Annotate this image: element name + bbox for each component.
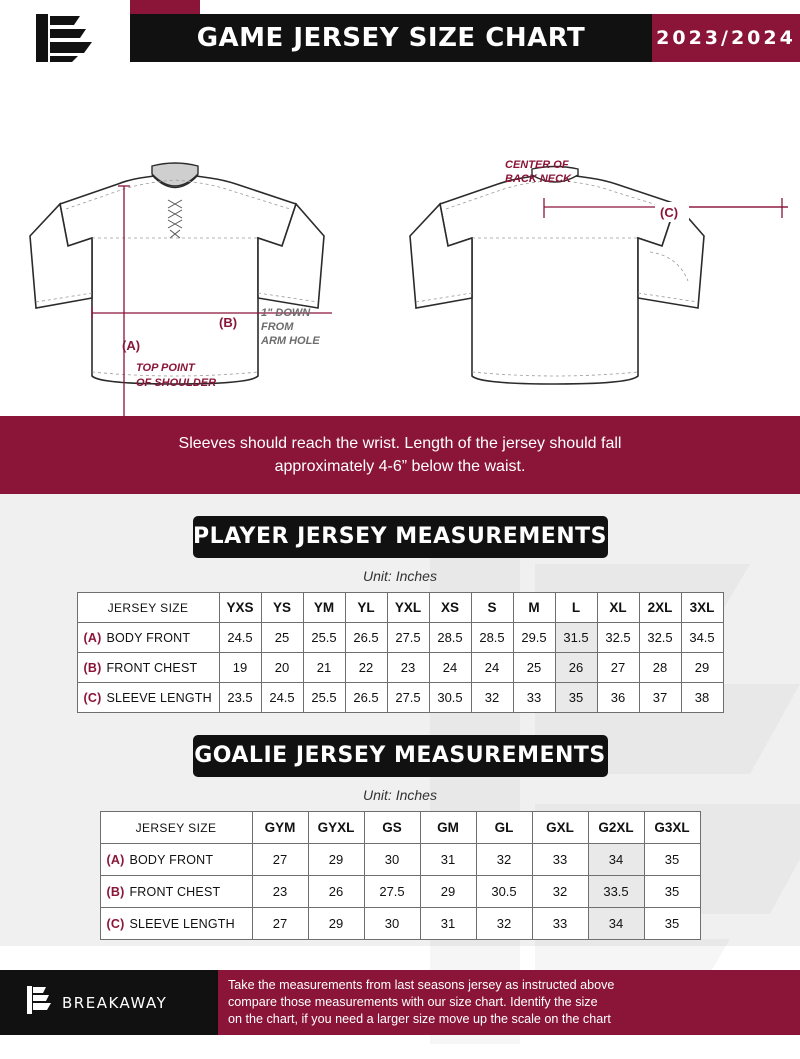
goalie-col-3: GM <box>420 812 476 844</box>
player-r1-c9: 27 <box>597 653 639 683</box>
goalie-r2-c1: 29 <box>308 908 364 940</box>
table-row <box>100 844 700 876</box>
footer-text-line-2: compare those measurements with our size chart. Identify the size <box>228 995 598 1009</box>
player-r2-c11: 38 <box>681 683 723 713</box>
goalie-r1-c6: 33.5 <box>588 876 644 908</box>
goalie-col-0: GYM <box>252 812 308 844</box>
label-b-note-2: FROM <box>261 321 294 333</box>
player-r0-c3: 26.5 <box>345 623 387 653</box>
goalie-r0-c2: 30 <box>364 844 420 876</box>
player-unit-label: Unit: Inches <box>363 568 437 585</box>
label-c-back: (C) <box>660 205 679 220</box>
goalie-row-2-name: SLEEVE LENGTH <box>129 916 235 931</box>
player-r2-c1: 24.5 <box>261 683 303 713</box>
goalie-r2-c7: 35 <box>644 908 700 940</box>
player-r1-c7: 25 <box>513 653 555 683</box>
footer-brand-block <box>0 970 218 1035</box>
goalie-r2-c4: 32 <box>476 908 532 940</box>
footer-text-line-3: on the chart, if you need a larger size move up the scale on the chart <box>228 1012 611 1026</box>
player-col-5: XS <box>429 593 471 623</box>
goalie-r1-c5: 32 <box>532 876 588 908</box>
player-r0-c6: 28.5 <box>471 623 513 653</box>
table-header-row <box>100 812 700 844</box>
goalie-r1-c1: 26 <box>308 876 364 908</box>
page-header <box>0 0 800 76</box>
player-col-1: YS <box>261 593 303 623</box>
player-row-1-name: FRONT CHEST <box>106 660 198 675</box>
player-r2-c3: 26.5 <box>345 683 387 713</box>
player-r0-c0: 24.5 <box>219 623 261 653</box>
goalie-row-2-tag: (C) <box>106 916 125 931</box>
label-c-note-1: CENTER OF <box>505 159 569 171</box>
player-r2-c9: 36 <box>597 683 639 713</box>
goalie-r0-c4: 32 <box>476 844 532 876</box>
player-row-2-label <box>77 683 219 713</box>
label-a-front: (A) <box>122 338 141 353</box>
goalie-r0-c5: 33 <box>532 844 588 876</box>
player-r0-c10: 32.5 <box>639 623 681 653</box>
player-section-heading: PLAYER JERSEY MEASUREMENTS <box>193 516 608 558</box>
label-b-front: (B) <box>219 315 238 330</box>
fit-note-line-2: approximately 4-6” below the waist. <box>274 458 526 476</box>
player-r1-c3: 22 <box>345 653 387 683</box>
footer-instructions <box>218 970 800 1035</box>
fit-note-band <box>0 416 800 494</box>
table-row <box>100 876 700 908</box>
player-r0-c5: 28.5 <box>429 623 471 653</box>
player-row-0-tag: (A) <box>83 630 102 645</box>
goalie-r2-c0: 27 <box>252 908 308 940</box>
player-col-0: YXS <box>219 593 261 623</box>
player-col-3: YL <box>345 593 387 623</box>
goalie-corner-label: JERSEY SIZE <box>100 812 252 844</box>
title-bar <box>130 14 800 62</box>
goalie-row-2-label <box>100 908 252 940</box>
player-col-11: 3XL <box>681 593 723 623</box>
player-col-8: L <box>555 593 597 623</box>
player-r2-c2: 25.5 <box>303 683 345 713</box>
table-row <box>77 683 723 713</box>
player-col-6: S <box>471 593 513 623</box>
goalie-col-1: GYXL <box>308 812 364 844</box>
player-r1-c4: 23 <box>387 653 429 683</box>
goalie-row-0-label <box>100 844 252 876</box>
page-footer <box>0 970 800 1035</box>
player-r2-c6: 32 <box>471 683 513 713</box>
player-r0-c9: 32.5 <box>597 623 639 653</box>
breakaway-b-logo-icon <box>26 985 52 1020</box>
jersey-illustration <box>0 76 800 416</box>
fit-note-line-1: Sleeves should reach the wrist. Length of the jersey should fall <box>178 435 622 452</box>
measurements-section <box>0 494 800 946</box>
label-a-note-1: TOP POINT <box>136 362 195 374</box>
player-r1-c2: 21 <box>303 653 345 683</box>
player-r1-c8: 26 <box>555 653 597 683</box>
season-badge: 2023/2024 <box>652 14 800 62</box>
goalie-r0-c7: 35 <box>644 844 700 876</box>
table-row <box>100 908 700 940</box>
goalie-r1-c7: 35 <box>644 876 700 908</box>
brand-logo <box>0 0 130 76</box>
goalie-row-1-label <box>100 876 252 908</box>
back-jersey-drawing <box>410 167 704 385</box>
label-c-note-2: BACK NECK <box>505 173 571 185</box>
player-r1-c11: 29 <box>681 653 723 683</box>
player-r2-c8: 35 <box>555 683 597 713</box>
player-r0-c4: 27.5 <box>387 623 429 653</box>
goalie-r2-c2: 30 <box>364 908 420 940</box>
goalie-r0-c3: 31 <box>420 844 476 876</box>
goalie-col-6: G2XL <box>588 812 644 844</box>
goalie-row-0-tag: (A) <box>106 852 125 867</box>
player-r1-c0: 19 <box>219 653 261 683</box>
player-r0-c2: 25.5 <box>303 623 345 653</box>
breakaway-b-logo-icon <box>34 12 96 64</box>
goalie-r1-c0: 23 <box>252 876 308 908</box>
player-col-2: YM <box>303 593 345 623</box>
table-row <box>77 623 723 653</box>
goalie-r2-c6: 34 <box>588 908 644 940</box>
player-r0-c7: 29.5 <box>513 623 555 653</box>
goalie-row-1-tag: (B) <box>106 884 125 899</box>
player-row-0-name: BODY FRONT <box>106 630 191 645</box>
player-r1-c5: 24 <box>429 653 471 683</box>
player-row-2-name: SLEEVE LENGTH <box>106 690 212 705</box>
goalie-row-1-name: FRONT CHEST <box>129 884 221 899</box>
goalie-col-7: G3XL <box>644 812 700 844</box>
table-header-row <box>77 593 723 623</box>
player-row-1-tag: (B) <box>83 660 102 675</box>
goalie-r1-c3: 29 <box>420 876 476 908</box>
player-r2-c5: 30.5 <box>429 683 471 713</box>
player-corner-label: JERSEY SIZE <box>77 593 219 623</box>
goalie-col-4: GL <box>476 812 532 844</box>
player-r2-c7: 33 <box>513 683 555 713</box>
goalie-r1-c4: 30.5 <box>476 876 532 908</box>
goalie-r2-c5: 33 <box>532 908 588 940</box>
player-col-9: XL <box>597 593 639 623</box>
player-r2-c4: 27.5 <box>387 683 429 713</box>
player-row-1-label <box>77 653 219 683</box>
goalie-r2-c3: 31 <box>420 908 476 940</box>
player-r0-c8: 31.5 <box>555 623 597 653</box>
label-a-note-2: OF SHOULDER <box>136 377 217 389</box>
goalie-measurements-table <box>100 811 701 940</box>
player-col-10: 2XL <box>639 593 681 623</box>
goalie-col-2: GS <box>364 812 420 844</box>
footer-brand-name: BREAKAWAY <box>62 993 168 1012</box>
goalie-r0-c6: 34 <box>588 844 644 876</box>
player-col-7: M <box>513 593 555 623</box>
player-r1-c10: 28 <box>639 653 681 683</box>
front-jersey-drawing <box>30 163 324 384</box>
player-r1-c1: 20 <box>261 653 303 683</box>
goalie-r0-c0: 27 <box>252 844 308 876</box>
player-r0-c1: 25 <box>261 623 303 653</box>
goalie-r1-c2: 27.5 <box>364 876 420 908</box>
player-measurements-table <box>77 592 724 713</box>
player-r1-c6: 24 <box>471 653 513 683</box>
table-row <box>77 653 723 683</box>
player-col-4: YXL <box>387 593 429 623</box>
goalie-unit-label: Unit: Inches <box>363 787 437 804</box>
player-r0-c11: 34.5 <box>681 623 723 653</box>
goalie-section-heading: GOALIE JERSEY MEASUREMENTS <box>193 735 608 777</box>
label-b-note-1: 1" DOWN <box>261 307 311 319</box>
player-row-2-tag: (C) <box>83 690 102 705</box>
footer-text-line-1: Take the measurements from last seasons jersey as instructed above <box>228 978 615 992</box>
page-title: GAME JERSEY SIZE CHART <box>196 23 586 53</box>
player-row-0-label <box>77 623 219 653</box>
player-r2-c0: 23.5 <box>219 683 261 713</box>
goalie-row-0-name: BODY FRONT <box>129 852 214 867</box>
player-r2-c10: 37 <box>639 683 681 713</box>
goalie-col-5: GXL <box>532 812 588 844</box>
goalie-r0-c1: 29 <box>308 844 364 876</box>
label-b-note-3: ARM HOLE <box>261 335 320 347</box>
